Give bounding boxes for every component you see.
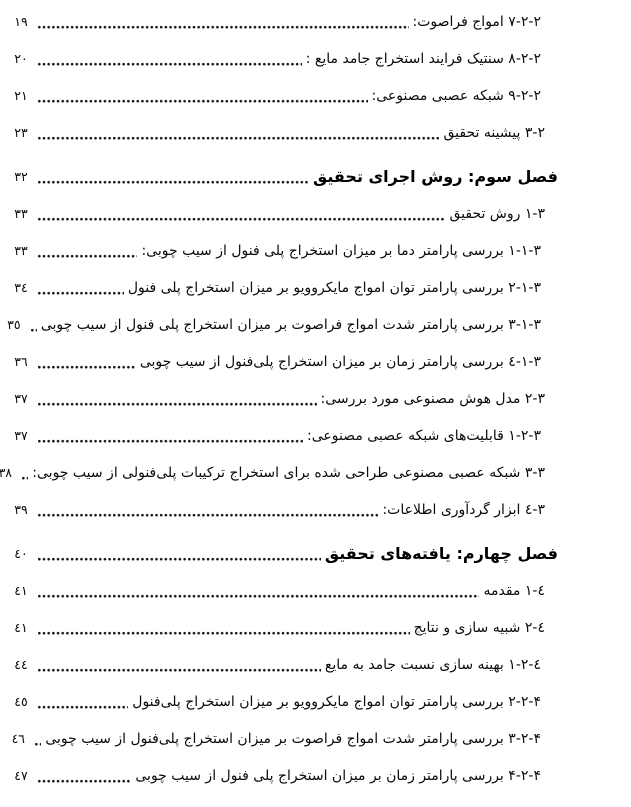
toc-page-number: ٣٧ (15, 428, 29, 443)
toc-row (10, 417, 559, 454)
toc-row (10, 195, 559, 232)
toc-entry-title: فصل سوم: روش اجرای تحقیق (313, 167, 559, 186)
toc-entry-title: ٢-٢-٧ امواج فراصوت: (413, 13, 542, 30)
dot-leader (39, 99, 369, 103)
toc-entry-title: ٢-٢-٨ سنتیک فرایند استخراج جامد مایع : (306, 50, 542, 67)
toc-entry-title: ۴-٢-۴ بررسی پارامتر زمان بر میزان استخراج پلی فنول از سیب چوبی (136, 767, 542, 784)
toc-entry-title: ٣-١-٤ بررسی پارامتر زمان بر میزان استخراج پلی‌فنول از سیب چوبی (140, 353, 542, 370)
dot-leader (39, 62, 303, 66)
toc-page-number: ٢٣ (15, 125, 29, 140)
toc-page-number: ٣٧ (15, 391, 29, 406)
toc-page-number: ٣٣ (15, 243, 29, 258)
toc-entry-title: ۴-٢-٣ بررسی پارامتر شدت امواج فراصوت بر میزان استخراج پلی‌فنول از سیب چوبی (46, 730, 542, 747)
toc-row (10, 572, 559, 609)
toc-row (10, 158, 559, 195)
dot-leader (39, 402, 318, 406)
toc-page-number: ٤٤ (15, 657, 29, 672)
dot-leader (39, 513, 379, 517)
dot-leader (39, 631, 411, 635)
dot-leader (32, 328, 38, 332)
toc-row (10, 3, 559, 40)
toc-row (10, 609, 559, 646)
toc-page-number: ٤١ (15, 620, 29, 635)
dot-leader (39, 180, 310, 184)
toc-page-number: ٤٠ (15, 546, 29, 561)
toc-entry-title: ٣-١ روش تحقیق (450, 205, 546, 222)
dot-leader (39, 779, 132, 783)
toc-page-number: ٣٤ (15, 280, 29, 295)
toc-page-number: ٣٥ (8, 317, 22, 332)
dot-leader (39, 557, 322, 561)
dot-leader (39, 668, 322, 672)
dot-leader (39, 254, 138, 258)
toc-page-number: ٣٩ (15, 502, 29, 517)
toc-entry-title: ٤-٢-١ بهینه سازی نسبت جامد به مایع (325, 656, 542, 673)
toc-page-number: ٤٧ (15, 768, 29, 783)
toc-entry-title: ٣-٣ شبکه عصبی مصنوعی طراحی شده برای استخراج ترکیبات پلی‌فنولی از سیب چوبی: (33, 464, 546, 481)
dot-leader (39, 217, 446, 221)
toc-entry-title: فصل چهارم: یافته‌های تحقیق (325, 544, 559, 563)
toc-entry-title: ٣-١-٣ بررسی پارامتر شدت امواج فراصوت بر میزان استخراج پلی فنول از سیب چوبی (41, 316, 542, 333)
dot-leader (39, 594, 480, 598)
toc-row (10, 40, 559, 77)
toc-page-number: ١٩ (15, 14, 29, 29)
toc-entry-title: ٣-٢-١ قابلیت‌های شبکه عصبی مصنوعی: (307, 427, 542, 444)
toc-page-number: ٣٢ (15, 169, 29, 184)
toc-page-number: ٤٦ (12, 731, 27, 746)
toc-entry-title: ٤-١ مقدمه (484, 582, 546, 599)
dot-leader (23, 476, 29, 480)
dot-leader (39, 365, 137, 369)
dot-leader (39, 291, 125, 295)
dot-leader (36, 742, 42, 746)
toc-page-number: ٣٣ (15, 206, 29, 221)
dot-leader (39, 439, 304, 443)
toc-row (10, 232, 559, 269)
toc-row (10, 77, 559, 114)
toc-row (10, 343, 559, 380)
toc-entry-title: ٣-٤ ابزار گردآوری اطلاعات: (383, 501, 546, 518)
toc-row (10, 646, 559, 683)
toc-row (10, 114, 559, 151)
toc-entry-title: ٣-١-١ بررسی پارامتر دما بر میزان استخراج پلی فنول از سیب چوبی: (142, 242, 542, 259)
dot-leader (39, 136, 440, 140)
toc-page-number: ٣٨ (0, 465, 13, 480)
toc-row (10, 269, 559, 306)
toc-entry-title: ٢-٢-٩ شبکه عصبی مصنوعی: (372, 87, 542, 104)
toc-page-number: ٤١ (15, 583, 29, 598)
toc-entry-title: ۴-٢-٢ بررسی پارامتر توان امواج مایکروویو بر میزان استخراج پلی‌فنول (133, 693, 542, 710)
toc-row (10, 757, 559, 794)
toc-row (10, 720, 559, 757)
toc-row (10, 683, 559, 720)
toc-row (10, 380, 559, 417)
toc-entry-title: ٢-٣ پیشینه تحقیق (444, 124, 546, 141)
toc-page-number: ٢٠ (15, 51, 29, 66)
toc-entry-list (0, 3, 559, 794)
toc-entry-title: ٤-٢ شبیه سازی و نتایج (414, 619, 546, 636)
dot-leader (39, 705, 129, 709)
dot-leader (39, 25, 410, 29)
toc-entry-title: ٣-١-٢ بررسی پارامتر توان امواج مایکروویو بر میزان استخراج پلی فنول (128, 279, 542, 296)
toc-page-number: ٣٦ (15, 354, 29, 369)
toc-row (10, 535, 559, 572)
toc-entry-title: ٣-٢ مدل هوش مصنوعی مورد بررسی: (321, 390, 546, 407)
toc-row (10, 491, 559, 528)
toc-row (10, 306, 559, 343)
toc-page-number: ٤٥ (15, 694, 29, 709)
toc-page-number: ٢١ (15, 88, 29, 103)
toc-row (0, 454, 559, 491)
